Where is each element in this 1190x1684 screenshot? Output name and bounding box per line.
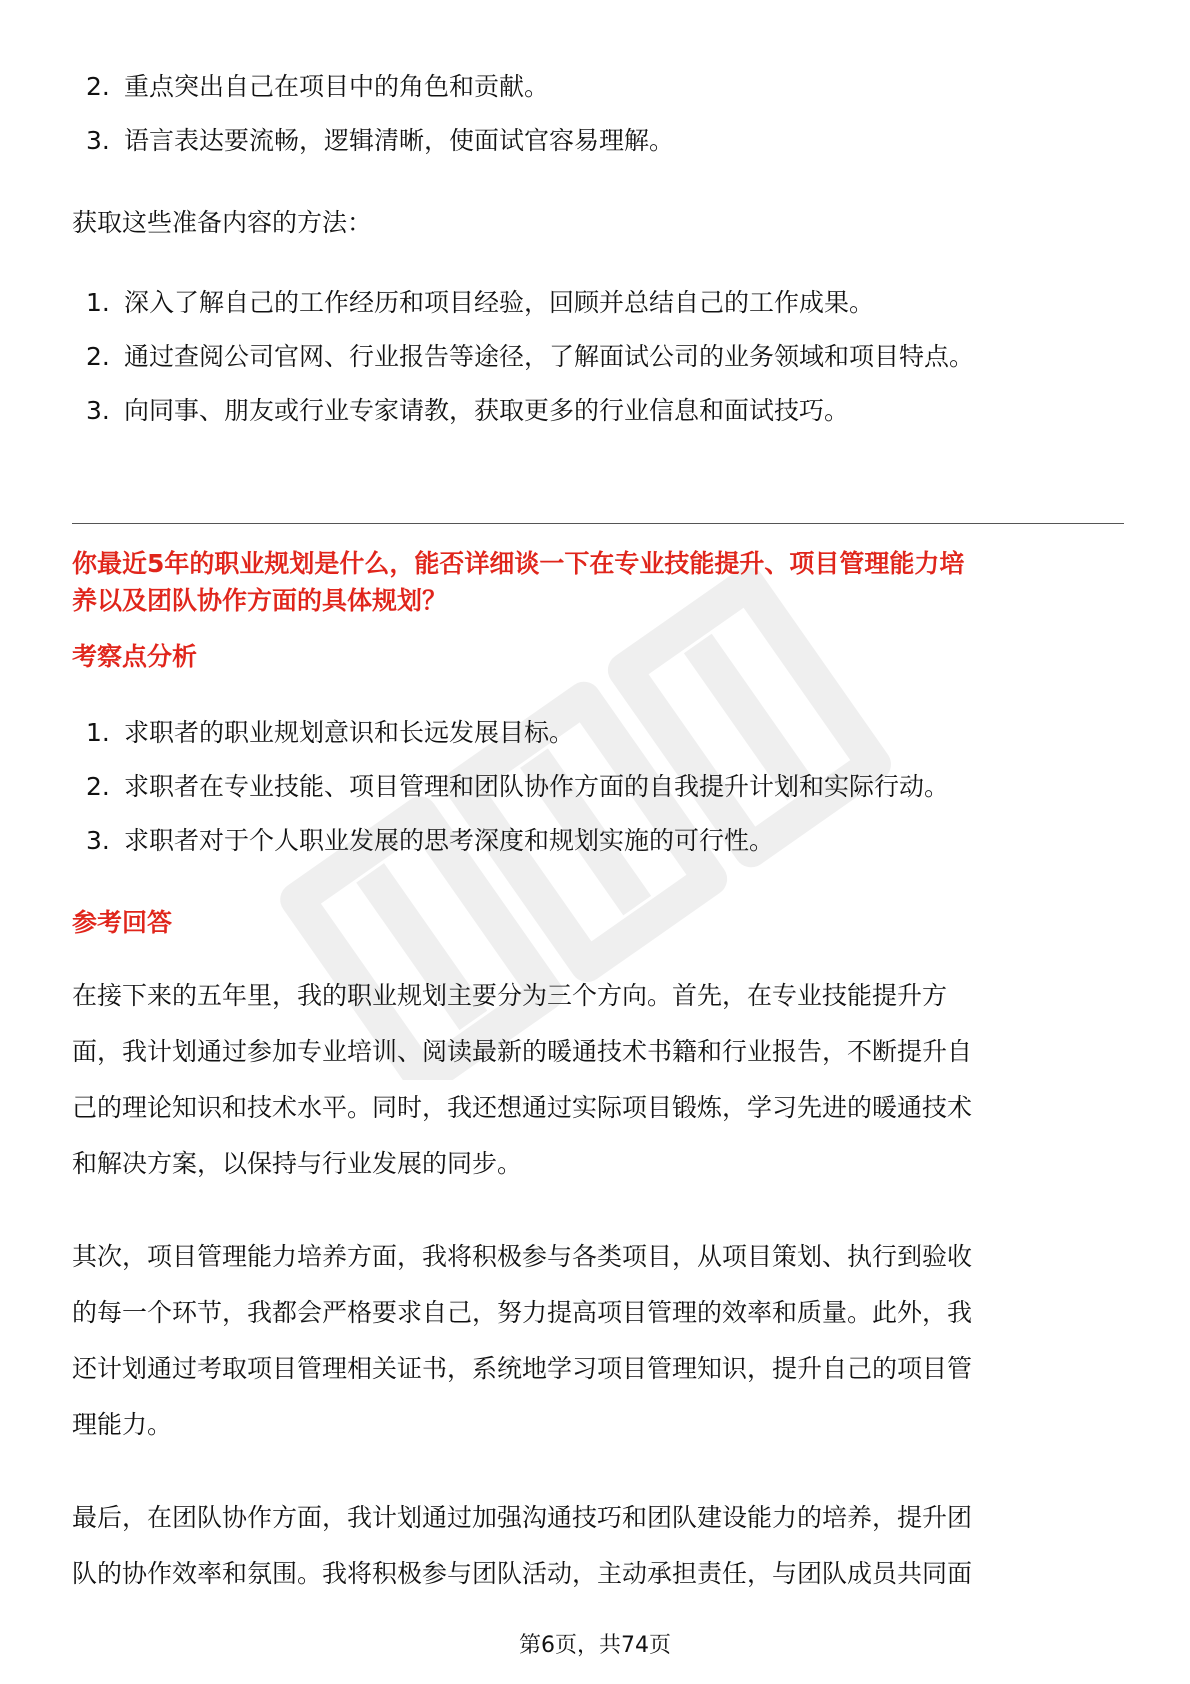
- paragraph-line: 其次，项目管理能力培养方面，我将积极参与各类项目，从项目策划、执行到验收: [72, 1242, 973, 1271]
- list-text: 重点突出自己在项目中的角色和贡献。: [124, 72, 550, 101]
- list-item: [72, 286, 1124, 320]
- question-title: [72, 545, 1124, 619]
- list-text: 向同事、朋友或行业专家请教，获取更多的行业信息和面试技巧。: [124, 396, 850, 425]
- paragraph-line: 的每一个环节，我都会严格要求自己，努力提高项目管理的效率和质量。此外，我: [72, 1298, 973, 1327]
- paragraph-line: 还计划通过考取项目管理相关证书，系统地学习项目管理知识，提升自己的项目管: [72, 1354, 973, 1383]
- page-number: 第6页，共74页: [519, 1633, 671, 1658]
- list-item: [72, 124, 1124, 158]
- list-number: 1.: [86, 288, 110, 317]
- analysis-heading: 考察点分析: [72, 642, 198, 671]
- list-number: 3.: [86, 126, 110, 155]
- answer-paragraph: [72, 1229, 1124, 1453]
- top-list: [72, 70, 1124, 158]
- answer-paragraph: [72, 968, 1124, 1192]
- analysis-list: [72, 716, 1124, 858]
- methods-intro: 获取这些准备内容的方法：: [72, 208, 373, 237]
- list-text: 深入了解自己的工作经历和项目经验，回顾并总结自己的工作成果。: [124, 288, 875, 317]
- list-item: [72, 394, 1124, 428]
- list-item: [72, 70, 1124, 104]
- list-item: [72, 340, 1124, 374]
- list-text: 求职者的职业规划意识和长远发展目标。: [124, 718, 575, 747]
- paragraph-line: 在接下来的五年里，我的职业规划主要分为三个方向。首先，在专业技能提升方: [72, 981, 948, 1010]
- section-divider: [72, 523, 1124, 524]
- paragraph-line: 最后，在团队协作方面，我计划通过加强沟通技巧和团队建设能力的培养，提升团: [72, 1503, 973, 1532]
- paragraph-line: 己的理论知识和技术水平。同时，我还想通过实际项目锻炼，学习先进的暖通技术: [72, 1093, 973, 1122]
- list-number: 1.: [86, 718, 110, 747]
- answer-heading: 参考回答: [72, 908, 173, 937]
- list-number: 2.: [86, 772, 110, 801]
- question-line: 养以及团队协作方面的具体规划？: [72, 586, 448, 615]
- list-text: 语言表达要流畅，逻辑清晰，使面试官容易理解。: [124, 126, 675, 155]
- paragraph-line: 面，我计划通过参加专业培训、阅读最新的暖通技术书籍和行业报告，不断提升自: [72, 1037, 973, 1066]
- list-item: [72, 770, 1124, 804]
- list-text: 求职者对于个人职业发展的思考深度和规划实施的可行性。: [124, 826, 775, 855]
- answer-paragraph: [72, 1490, 1124, 1602]
- list-number: 2.: [86, 72, 110, 101]
- list-text: 通过查阅公司官网、行业报告等途径，了解面试公司的业务领域和项目特点。: [124, 342, 975, 371]
- paragraph-line: 队的协作效率和氛围。我将积极参与团队活动，主动承担责任，与团队成员共同面: [72, 1559, 973, 1588]
- list-item: [72, 716, 1124, 750]
- list-number: 3.: [86, 396, 110, 425]
- paragraph-line: 理能力。: [72, 1410, 173, 1439]
- list-number: 3.: [86, 826, 110, 855]
- list-item: [72, 824, 1124, 858]
- list-number: 2.: [86, 342, 110, 371]
- paragraph-line: 和解决方案，以保持与行业发展的同步。: [72, 1149, 523, 1178]
- question-line: 你最近5年的职业规划是什么，能否详细谈一下在专业技能提升、项目管理能力培: [72, 549, 965, 578]
- methods-list: [72, 286, 1124, 428]
- list-text: 求职者在专业技能、项目管理和团队协作方面的自我提升计划和实际行动。: [124, 772, 950, 801]
